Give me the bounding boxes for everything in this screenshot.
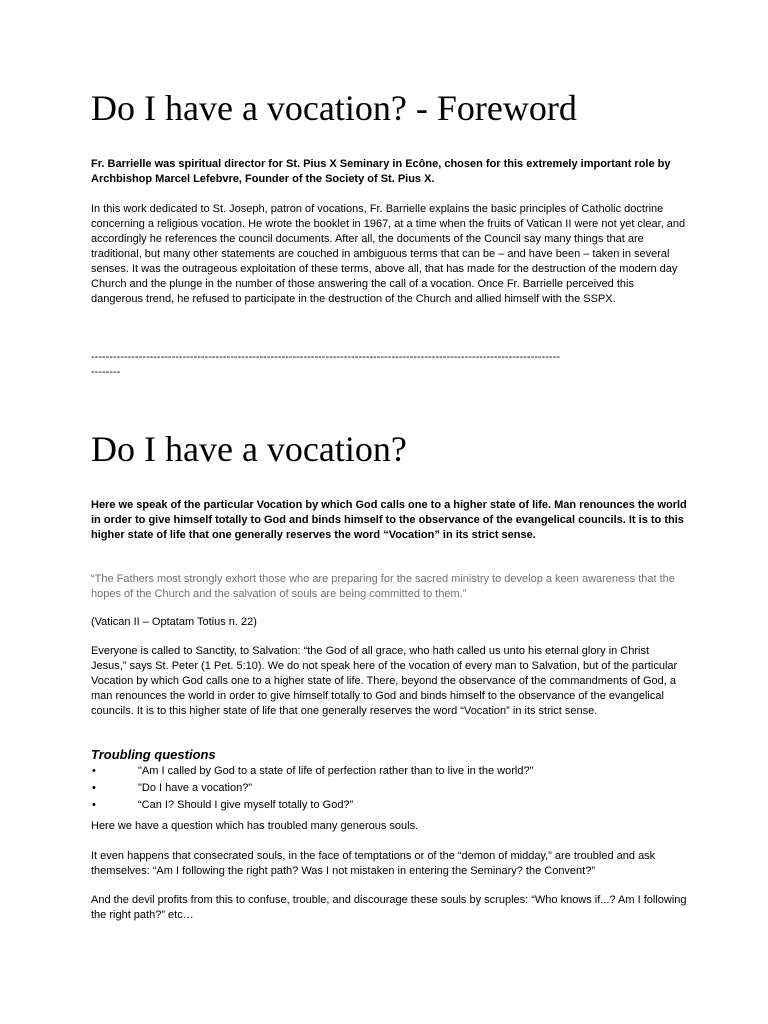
question-text: “Can I? Should I give myself totally to God?”: [138, 799, 354, 811]
foreword-intro: Fr. Barrielle was spiritual director for St. Pius X Seminary in Ecône, chosen for this extremely important role by Archbishop Marcel Lefebvre, Founder of the Society of St. Pius X.: [91, 158, 671, 185]
divider-line-1: --------------------------------------------------------------------------------------------------------------------------------: [91, 351, 560, 363]
bullet-icon: •: [92, 799, 96, 811]
list-item: [91, 781, 687, 798]
foreword-body: In this work dedicated to St. Joseph, patron of vocations, Fr. Barrielle explains the basic principles of Catholic doctrine concerning a religious vocation. He wrote the booklet in 1967, at a time when the fruits of Vatican II were not yet clear, and accordingly he references the council documents. After all, the documents of the Council say many things that are traditional, but many other statements are couched in ambiguous terms that can be – and have been – taken in several senses. It was the outrageous exploitation of these terms, above all, that has made for the destruction of the modern day Church and the plunge in the number of those answering the call of a vocation. Once Fr. Barrielle perceived this dangerous trend, he refused to participate in the destruction of the Church and allied himself with the SSPX.: [91, 203, 686, 305]
foreword-title: Do I have a vocation? - Foreword: [91, 88, 577, 128]
question-list: [91, 764, 687, 815]
quote: “The Fathers most strongly exhort those who are preparing for the sacred ministry to develop a keen awareness that the hopes of the Church and the salvation of souls are being committed to them.”: [91, 573, 675, 600]
troubling-paragraph-1: Here we have a question which has troubled many generous souls.: [91, 820, 419, 832]
main-title: Do I have a vocation?: [91, 429, 407, 469]
troubling-questions-heading: Troubling questions: [91, 747, 216, 762]
quote-citation: (Vatican II – Optatam Totius n. 22): [91, 616, 257, 628]
troubling-paragraph-2: It even happens that consecrated souls, in the face of temptations or of the “demon of midday,” are troubled and ask themselves: “Am I following the right path? Was I not mistaken in entering the Seminary? the Convent?”: [91, 850, 656, 877]
bullet-icon: •: [92, 782, 96, 794]
main-body: Everyone is called to Sanctity, to Salvation: “the God of all grace, who hath called us unto his eternal glory in Christ Jesus,” says St. Peter (1 Pet. 5:10). We do not speak here of the vocation of every man to Salvation, but of the particular Vocation by which God calls one to a higher state of life. There, beyond the observance of the commandments of God, a man renounces the world in order to give himself totally to God and binds himself to the observance of the evangelical councils. It is to this higher state of life that one generally reserves the word “Vocation” in its strict sense.: [91, 645, 678, 717]
list-item: [91, 764, 687, 781]
section-divider: [91, 350, 683, 380]
troubling-paragraph-3: And the devil profits from this to confuse, trouble, and discourage these souls by scruples: “Who knows if...? Am I following the right path?” etc…: [91, 894, 687, 921]
question-text: "Am I called by God to a state of life of perfection rather than to live in the world?": [138, 765, 534, 777]
divider-line-2: --------: [91, 366, 121, 378]
bullet-icon: •: [92, 765, 96, 777]
question-text: "Do I have a vocation?": [138, 782, 253, 794]
main-intro: Here we speak of the particular Vocation by which God calls one to a higher state of life. Man renounces the world in order to give himself totally to God and binds himself to the observance of the evangelical councils. It is to this higher state of life that one generally reserves the word “Vocation” in its strict sense.: [91, 499, 687, 541]
list-item: [91, 798, 687, 815]
